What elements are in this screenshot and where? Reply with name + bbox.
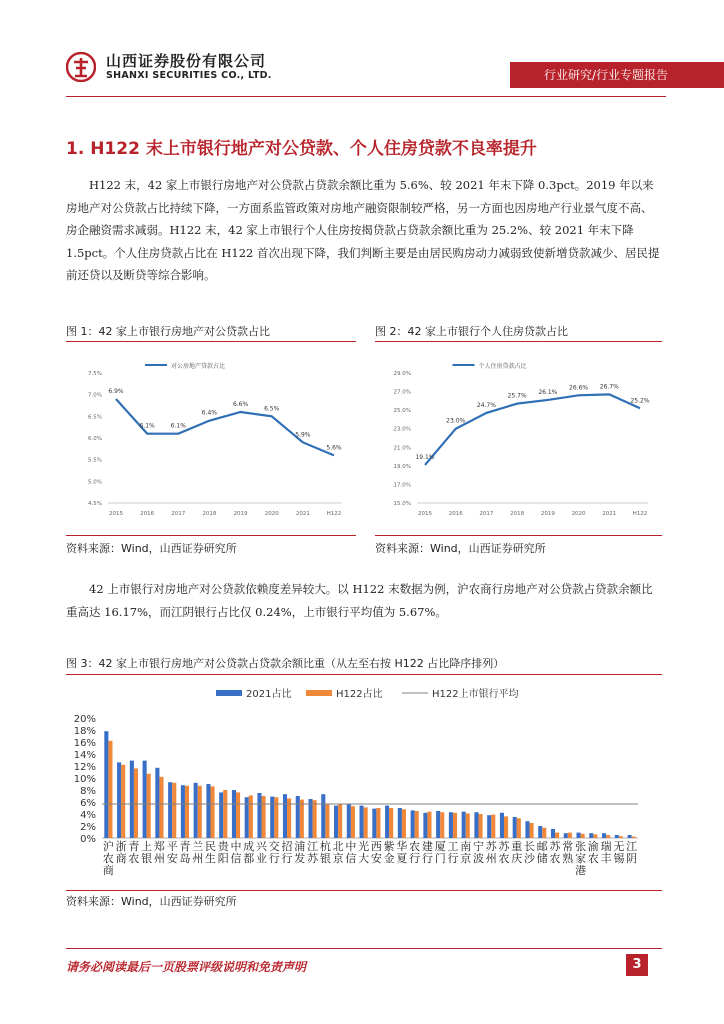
fig1-ytick: 7.0% bbox=[88, 392, 102, 399]
fig3-ytick: 6% bbox=[80, 798, 96, 809]
fig1-xtick: 2021 bbox=[295, 511, 310, 517]
fig3-bar-h122 bbox=[121, 765, 125, 838]
header-divider bbox=[66, 96, 666, 97]
fig2-legend-label: 个人住房贷款占比 bbox=[478, 363, 527, 370]
fig3-bar-h122 bbox=[517, 818, 521, 838]
fig1-legend-label: 对公房地产贷款占比 bbox=[171, 363, 226, 370]
fig1-data-label: 6.6% bbox=[232, 401, 249, 408]
fig1-xtick: 2017 bbox=[171, 511, 186, 517]
fig3-ytick: 18% bbox=[73, 726, 96, 737]
figure-1-source: 资料来源：Wind，山西证券研究所 bbox=[66, 542, 237, 555]
fig3-xtick: 苏农 bbox=[549, 840, 561, 865]
fig3-xtick: 青岛 bbox=[179, 840, 191, 865]
fig3-bar-2021 bbox=[589, 833, 593, 838]
fig3-bar-2021 bbox=[628, 835, 632, 838]
figure-2-source: 资料来源：Wind，山西证券研究所 bbox=[375, 542, 546, 555]
fig3-bar-h122 bbox=[249, 795, 253, 838]
fig3-xtick: 贵阳 bbox=[217, 840, 229, 865]
fig1-ytick: 6.5% bbox=[88, 414, 102, 421]
fig3-bar-2021 bbox=[232, 790, 236, 838]
fig3-xtick: 华夏 bbox=[396, 840, 408, 865]
fig3-bar-2021 bbox=[206, 784, 210, 838]
fig3-legend-label-0: 2021占比 bbox=[246, 689, 292, 700]
fig1-data-label: 6.4% bbox=[201, 409, 218, 417]
fig3-ytick: 0% bbox=[80, 834, 96, 845]
fig3-xtick: 苏州 bbox=[485, 840, 497, 865]
fig3-bar-h122 bbox=[223, 790, 227, 838]
fig3-xtick: 瑞丰 bbox=[600, 840, 612, 865]
fig3-bar-h122 bbox=[415, 811, 419, 838]
fig2-ytick: 27.0% bbox=[393, 389, 411, 396]
fig3-bar-h122 bbox=[440, 812, 444, 838]
fig3-xtick: 兰州 bbox=[192, 840, 204, 865]
fig3-bar-2021 bbox=[130, 761, 134, 838]
paragraph-2: 42 上市银行对房地产对公贷款依赖度差异较大。以 H122 末数据为例，沪农商行房地产对公贷款占贷款余额比重高达 16.17%，而江阴银行占比仅 0.24%，上市银行平均值为 5.67%。 bbox=[66, 582, 653, 619]
company-name-cn: 山西证券股份有限公司 bbox=[106, 52, 267, 70]
fig3-bar-2021 bbox=[564, 833, 568, 838]
fig3-bar-2021 bbox=[360, 806, 364, 838]
fig3-bar-2021 bbox=[117, 762, 121, 838]
fig3-bar-2021 bbox=[436, 811, 440, 838]
fig1-data-label: 5.9% bbox=[295, 431, 311, 439]
fig3-bar-h122 bbox=[542, 828, 546, 838]
figure-2-line-chart bbox=[375, 343, 662, 533]
figure-1-line-chart bbox=[66, 343, 356, 533]
fig3-bar-h122 bbox=[427, 812, 431, 838]
fig2-xtick: 2015 bbox=[418, 511, 432, 517]
fig3-bar-2021 bbox=[462, 812, 466, 838]
fig3-bar-2021 bbox=[372, 809, 376, 838]
fig3-bar-2021 bbox=[551, 829, 555, 838]
figure-3-source: 资料来源：Wind，山西证券研究所 bbox=[66, 895, 237, 908]
fig1-xtick: 2020 bbox=[264, 511, 279, 517]
fig2-xtick: 2021 bbox=[602, 511, 617, 517]
fig3-bar-2021 bbox=[168, 782, 172, 838]
fig3-bar-h122 bbox=[172, 783, 176, 838]
fig3-bar-h122 bbox=[236, 792, 240, 838]
fig3-xtick: 浦发 bbox=[294, 840, 306, 865]
fig3-bar-2021 bbox=[423, 813, 427, 838]
fig3-bar-2021 bbox=[615, 835, 619, 838]
fig3-xtick: 苏农 bbox=[498, 840, 510, 865]
fig3-xtick: 中信 bbox=[230, 840, 242, 865]
fig3-xtick: 郑州 bbox=[153, 840, 165, 865]
fig1-data-label: 6.1% bbox=[170, 422, 186, 430]
fig3-legend-swatch-0 bbox=[216, 690, 242, 696]
fig3-legend-swatch-1 bbox=[306, 690, 332, 696]
fig3-bar-2021 bbox=[257, 793, 261, 838]
fig3-xtick: 招行 bbox=[281, 840, 293, 865]
fig3-bar-h122 bbox=[632, 837, 636, 838]
fig3-bar-2021 bbox=[219, 792, 223, 838]
fig3-bar-h122 bbox=[364, 807, 368, 838]
fig3-xtick: 紫金 bbox=[383, 840, 395, 865]
fig3-bar-h122 bbox=[147, 774, 151, 838]
fig3-xtick: 青农 bbox=[128, 840, 140, 865]
fig3-bar-2021 bbox=[181, 785, 185, 838]
fig3-bar-2021 bbox=[155, 768, 159, 838]
fig3-bar-h122 bbox=[351, 806, 355, 838]
fig3-legend-label-2: H122上市银行平均 bbox=[432, 689, 519, 700]
fig3-bar-2021 bbox=[245, 797, 249, 838]
fig3-bar-h122 bbox=[274, 797, 278, 838]
figure-3-rule bbox=[66, 674, 662, 675]
fig3-bar-h122 bbox=[555, 833, 559, 838]
fig3-bar-h122 bbox=[389, 808, 393, 838]
fig3-xtick: 光大 bbox=[358, 840, 370, 865]
fig3-xtick: 上银 bbox=[141, 840, 153, 865]
fig3-xtick: 浙商 bbox=[115, 840, 127, 865]
footer-disclaimer: 请务必阅读最后一页股票评级说明和免责声明 bbox=[66, 960, 307, 974]
fig3-xtick: 重庆 bbox=[511, 840, 523, 865]
fig2-data-label: 26.7% bbox=[599, 383, 619, 391]
fig2-data-label: 19.1% bbox=[415, 453, 435, 461]
figure-1-bottom-rule bbox=[66, 535, 356, 536]
fig1-data-label: 6.1% bbox=[139, 422, 155, 430]
fig3-bar-h122 bbox=[338, 804, 342, 838]
fig3-ytick: 2% bbox=[80, 822, 96, 833]
fig3-bar-h122 bbox=[300, 800, 304, 838]
section-title: 1. H122 末上市银行地产对公贷款、个人住房贷款不良率提升 bbox=[66, 139, 537, 159]
fig3-xtick: 工行 bbox=[447, 840, 459, 865]
fig2-xtick: 2020 bbox=[571, 511, 586, 517]
fig3-bar-h122 bbox=[491, 815, 495, 838]
fig1-data-label: 5.6% bbox=[326, 444, 342, 452]
fig3-ytick: 20% bbox=[73, 714, 96, 725]
fig3-xtick: 无锡 bbox=[613, 840, 625, 865]
fig3-bar-2021 bbox=[296, 796, 300, 838]
fig3-bar-h122 bbox=[198, 786, 202, 838]
fig3-xtick: 常熟 bbox=[562, 840, 574, 865]
page-number: 3 bbox=[626, 954, 648, 976]
fig3-bar-h122 bbox=[593, 834, 597, 838]
figure-1-title: 图 1：42 家上市银行房地产对公贷款占比 bbox=[66, 325, 270, 338]
fig3-xtick: 平安 bbox=[166, 840, 178, 865]
fig3-xtick: 沪农商 bbox=[102, 840, 114, 877]
fig2-data-label: 25.7% bbox=[507, 392, 527, 400]
fig1-ytick: 6.0% bbox=[88, 436, 102, 442]
fig1-data-label: 6.9% bbox=[108, 388, 124, 395]
footer-divider bbox=[66, 948, 662, 949]
fig3-ytick: 8% bbox=[80, 786, 96, 797]
fig3-bar-h122 bbox=[108, 741, 112, 838]
fig3-xtick: 交行 bbox=[268, 840, 280, 865]
fig3-xtick: 北京 bbox=[332, 840, 344, 865]
fig3-bar-h122 bbox=[210, 786, 214, 838]
fig3-xtick: 张家港 bbox=[575, 840, 587, 877]
fig3-xtick: 成都 bbox=[243, 840, 255, 865]
report-type-banner bbox=[510, 62, 724, 88]
fig3-bar-2021 bbox=[513, 817, 517, 838]
fig3-bar-h122 bbox=[504, 816, 508, 838]
fig3-bar-2021 bbox=[576, 833, 580, 838]
fig3-ytick: 12% bbox=[73, 762, 96, 773]
fig3-ytick: 10% bbox=[73, 774, 96, 785]
fig2-xtick: 2018 bbox=[510, 511, 525, 517]
fig3-xtick: 长沙 bbox=[524, 840, 536, 865]
fig3-bar-h122 bbox=[376, 808, 380, 838]
fig3-bar-h122 bbox=[478, 814, 482, 838]
fig2-ytick: 23.0% bbox=[393, 426, 411, 433]
figure-1-rule bbox=[66, 341, 356, 342]
fig1-xtick: H122 bbox=[326, 511, 342, 517]
fig2-data-label: 26.6% bbox=[569, 384, 589, 392]
fig3-bar-2021 bbox=[525, 821, 529, 838]
fig3-xtick: 民生 bbox=[204, 840, 216, 865]
fig3-xtick: 渝农 bbox=[587, 840, 599, 865]
shanxi-securities-logo bbox=[66, 52, 96, 82]
fig1-ytick: 5.0% bbox=[88, 479, 102, 486]
fig1-xtick: 2015 bbox=[109, 511, 123, 517]
fig3-bar-h122 bbox=[185, 786, 189, 838]
fig3-xtick: 厦门 bbox=[434, 840, 446, 865]
fig3-bar-2021 bbox=[398, 808, 402, 838]
fig3-xtick: 兴业 bbox=[256, 840, 268, 865]
fig3-bar-h122 bbox=[466, 813, 470, 838]
fig3-bar-2021 bbox=[321, 794, 325, 838]
fig3-bar-h122 bbox=[568, 833, 572, 838]
fig1-xtick: 2016 bbox=[140, 511, 155, 517]
fig1-ytick: 5.5% bbox=[88, 457, 102, 464]
fig3-bar-2021 bbox=[283, 794, 287, 838]
fig3-bar-2021 bbox=[538, 826, 542, 838]
figure-3-bar-chart bbox=[66, 678, 662, 886]
fig3-bar-h122 bbox=[325, 804, 329, 838]
fig2-data-label: 26.1% bbox=[538, 388, 558, 396]
fig3-bar-h122 bbox=[619, 836, 623, 838]
fig1-xtick: 2019 bbox=[233, 511, 248, 517]
paragraph-1: H122 末，42 家上市银行房地产对公贷款占贷款余额比重为 5.6%、较 2021 年末下降 0.3pct。2019 年以来房地产对公贷款占比持续下降，一方面系监管政策对房地产融资限制较严格，另一方面也因房地产行业景气度不高、房企融资需求减弱。H122 末，42 家上市银行个人住房按揭贷款占贷款余额比重为 25.2%、较 2021 年末下降 1.5pct。个人住房贷款占比在 H122 首次出现下降，我们判断主要是由居民购房动力减弱致使新增贷款减少、居民提前还贷以及断贷等综合影响。 bbox=[66, 178, 660, 282]
fig2-ytick: 21.0% bbox=[393, 445, 411, 452]
figure-3-title: 图 3：42 家上市银行房地产对公贷款占贷款余额比重（从左至右按 H122 占比降序排列） bbox=[66, 657, 505, 670]
fig3-bar-2021 bbox=[474, 812, 478, 838]
fig3-bar-2021 bbox=[347, 804, 351, 838]
fig3-bar-2021 bbox=[487, 815, 491, 838]
fig3-bar-2021 bbox=[104, 731, 108, 838]
fig3-ytick: 14% bbox=[73, 750, 96, 761]
fig2-ytick: 25.0% bbox=[393, 408, 411, 415]
fig3-xtick: 江苏 bbox=[307, 840, 319, 865]
fig2-data-label: 23.0% bbox=[446, 417, 466, 425]
fig1-ytick: 7.5% bbox=[88, 371, 102, 377]
fig1-xtick: 2018 bbox=[202, 511, 217, 517]
fig3-legend-label-1: H122占比 bbox=[336, 689, 383, 700]
fig3-xtick: 西安 bbox=[370, 840, 382, 865]
fig2-ytick: 17.0% bbox=[393, 482, 411, 489]
fig3-bar-h122 bbox=[262, 796, 266, 838]
fig3-bar-2021 bbox=[449, 812, 453, 838]
fig3-xtick: 建行 bbox=[421, 840, 433, 865]
fig3-bar-2021 bbox=[308, 799, 312, 838]
fig3-bar-h122 bbox=[134, 768, 138, 838]
fig3-bar-h122 bbox=[159, 777, 163, 838]
fig3-bar-h122 bbox=[313, 800, 317, 838]
fig1-data-label: 6.5% bbox=[264, 405, 280, 413]
figure-3-bottom-rule bbox=[66, 890, 662, 891]
fig3-xtick: 南京 bbox=[460, 840, 472, 865]
fig2-ytick: 19.0% bbox=[393, 463, 411, 470]
fig3-bar-2021 bbox=[194, 783, 198, 838]
fig3-bar-h122 bbox=[402, 809, 406, 838]
fig3-bar-2021 bbox=[334, 806, 338, 838]
fig2-data-label: 24.7% bbox=[476, 401, 496, 409]
fig2-xtick: 2017 bbox=[479, 511, 494, 517]
figure-2-title: 图 2：42 家上市银行个人住房贷款占比 bbox=[375, 325, 568, 338]
fig2-ytick: 15.0% bbox=[393, 501, 411, 507]
fig2-data-label: 25.2% bbox=[630, 397, 650, 405]
fig2-xtick: 2019 bbox=[540, 511, 555, 517]
fig3-bar-h122 bbox=[606, 835, 610, 838]
fig3-bar-2021 bbox=[270, 797, 274, 838]
fig3-bar-2021 bbox=[602, 833, 606, 838]
fig3-bar-2021 bbox=[500, 813, 504, 838]
fig3-bar-2021 bbox=[385, 806, 389, 838]
figure-2-rule bbox=[375, 341, 662, 342]
fig3-xtick: 江阴 bbox=[626, 840, 638, 865]
fig3-ytick: 16% bbox=[73, 738, 96, 749]
fig3-xtick: 中信 bbox=[345, 840, 357, 865]
fig3-ytick: 4% bbox=[80, 810, 96, 821]
fig3-bar-2021 bbox=[411, 810, 415, 838]
figure-2-bottom-rule bbox=[375, 535, 662, 536]
fig2-series-line bbox=[425, 394, 640, 465]
fig2-xtick: H122 bbox=[632, 511, 648, 517]
fig3-bar-h122 bbox=[453, 813, 457, 838]
fig3-xtick: 邮储 bbox=[536, 840, 548, 865]
fig3-bar-h122 bbox=[581, 834, 585, 838]
fig1-ytick: 4.5% bbox=[88, 501, 102, 507]
fig3-bar-2021 bbox=[143, 761, 147, 838]
fig3-bar-h122 bbox=[530, 823, 534, 838]
report-type-label: 行业研究/行业专题报告 bbox=[543, 68, 668, 82]
fig3-xtick: 农行 bbox=[409, 840, 421, 865]
fig3-xtick: 宁波 bbox=[472, 840, 484, 865]
company-name-en: SHANXI SECURITIES CO., LTD. bbox=[106, 70, 272, 81]
fig2-ytick: 29.0% bbox=[393, 371, 411, 377]
fig2-xtick: 2016 bbox=[448, 511, 463, 517]
fig3-xtick: 杭银 bbox=[319, 840, 331, 865]
